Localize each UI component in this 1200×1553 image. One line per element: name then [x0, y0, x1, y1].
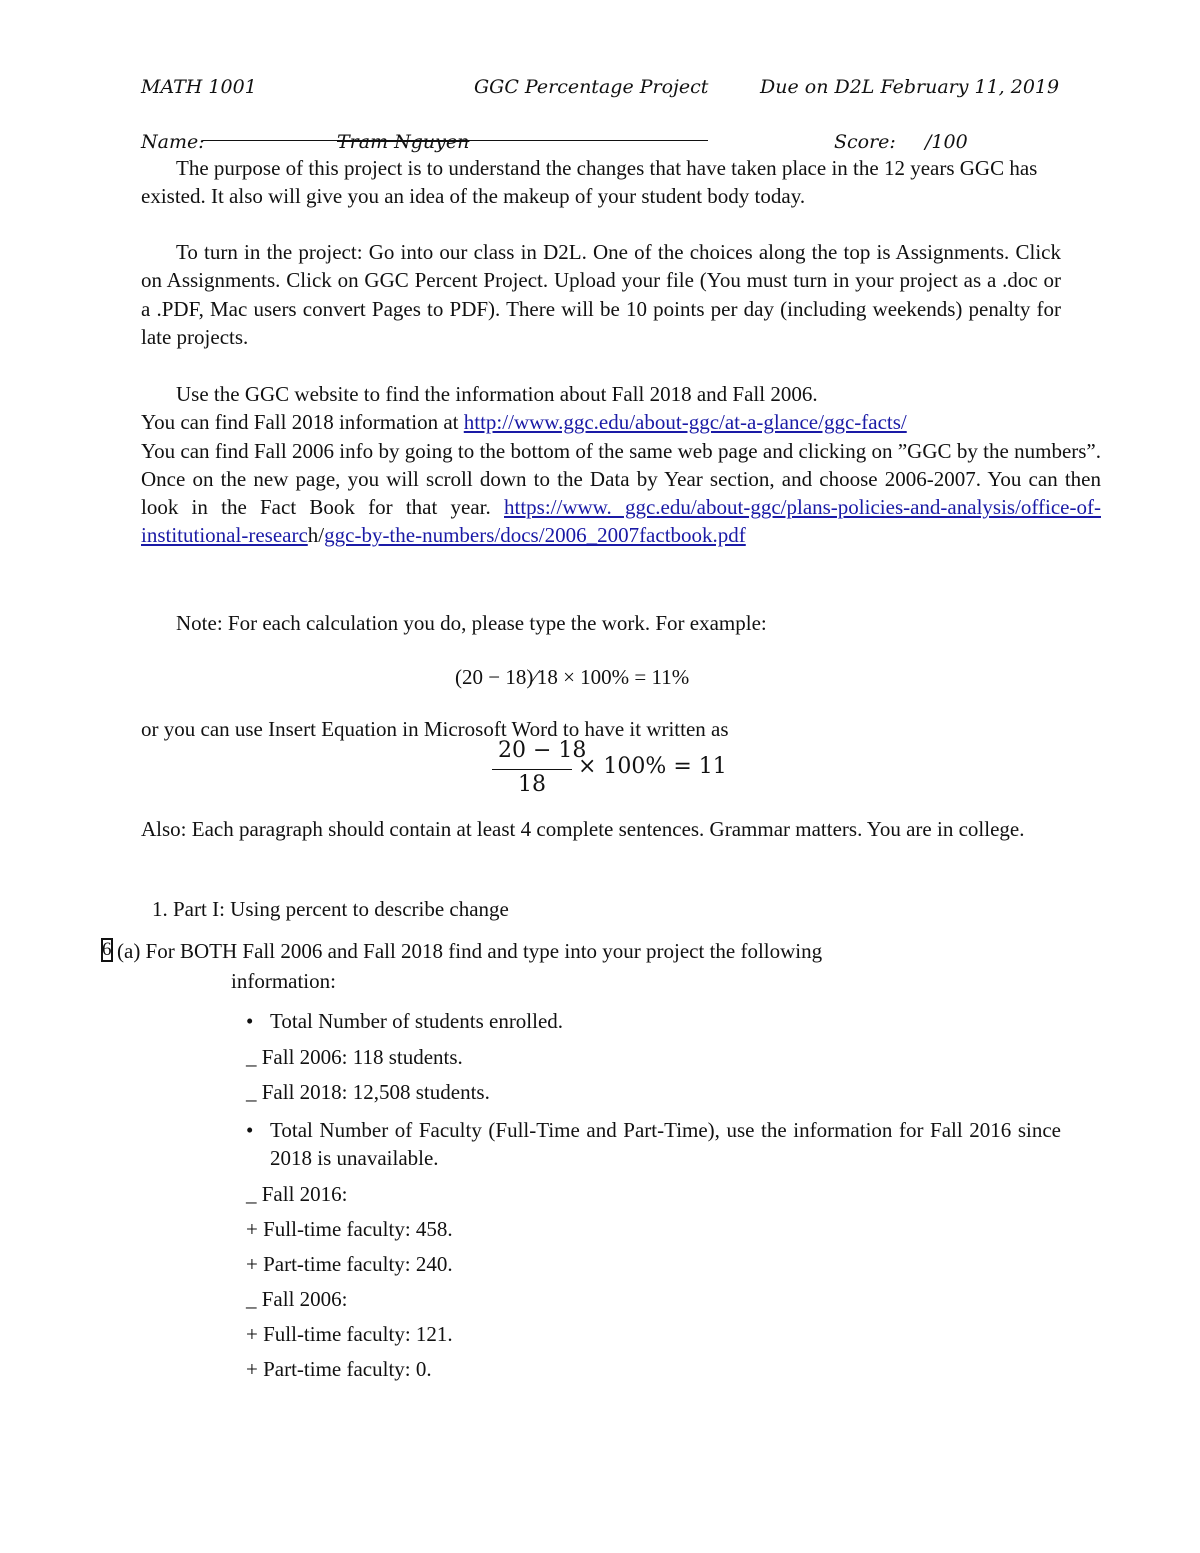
equation-numerator: 20 − 18 — [498, 738, 587, 763]
note-line: Note: For each calculation you do, please type the work. For example: — [176, 611, 767, 635]
cursor-char: 6 — [102, 939, 112, 960]
fall2018-link[interactable]: http://www.ggc.edu/about-ggc/at-a-glance/ggc-facts/ — [463, 410, 907, 435]
equation-denominator: 18 — [518, 772, 546, 797]
bullet-faculty-text: Total Number of Faculty (Full-Time and Part-Time), use the information for Fall 2016 since 2018 is unavailable. — [270, 1118, 1061, 1170]
turn-in-paragraph: To turn in the project: Go into our class in D2L. One of the choices along the top is Assignments. Click on Assignments. Click on GGC Percent Project. Upload your file (You must turn in your project as a .doc or a .PDF, Mac users convert Pages to PDF). There will be 10 points per day (including weekends) penalty for late projects. — [141, 240, 1061, 349]
intro-paragraph: The purpose of this project is to understand the changes that have taken place in the 12 years GGC has existed. It also will give you an idea of the makeup of your student body today. — [141, 156, 1038, 209]
faculty-fall2016-heading: _ Fall 2016: — [246, 1182, 348, 1206]
faculty-2006-fulltime: + Full-time faculty: 121. — [246, 1322, 453, 1346]
bullet-faculty-row — [246, 1116, 1061, 1172]
insert-equation-line: or you can use Insert Equation in Microsoft Word to have it written as — [141, 717, 729, 741]
bullet-icon: • — [246, 1009, 254, 1033]
fall2006-block — [141, 437, 1101, 550]
bullet-students — [246, 1007, 563, 1035]
fall2018-prefix: You can find Fall 2018 information at — [141, 410, 464, 435]
bullet-icon: • — [246, 1118, 254, 1142]
score-value: /100 — [925, 131, 968, 153]
fraction-bar — [492, 769, 572, 770]
faculty-fall2006-heading: _ Fall 2006: — [246, 1287, 348, 1311]
name-label: Name: — [141, 131, 205, 153]
website-intro-line: Use the GGC website to find the information about Fall 2018 and Fall 2006. — [176, 382, 818, 406]
bullet-students-text: Total Number of students enrolled. — [270, 1009, 564, 1033]
students-fall2018: _ Fall 2018: 12,508 students. — [246, 1080, 490, 1104]
part-one-heading: 1. Part I: Using percent to describe change — [152, 897, 509, 921]
students-fall2006: _ Fall 2006: 118 students. — [246, 1045, 463, 1069]
example-inline-equation: (20 − 18)⁄18 × 100% = 11% — [455, 665, 690, 689]
equation-rest: × 100% = 11 — [578, 754, 727, 779]
fall2006-link-plain: h/ — [307, 523, 325, 548]
fall2018-line — [141, 408, 1101, 436]
also-paragraph: Also: Each paragraph should contain at least 4 complete sentences. Grammar matters. You are in college. — [141, 817, 1025, 841]
course-code: MATH 1001 — [141, 76, 257, 98]
part-a-line2: information: — [231, 969, 336, 993]
due-date: Due on D2L February 11, 2019 — [760, 76, 1060, 98]
faculty-2016-fulltime: + Full-time faculty: 458. — [246, 1217, 453, 1241]
score-label: Score: — [834, 131, 896, 153]
project-title: GGC Percentage Project — [474, 76, 709, 98]
fall2006-link-part2[interactable]: ggc-by-the-numbers/docs/2006_2007factbook.pdf — [324, 523, 746, 548]
fall2006-text: You can find Fall 2006 info by going to the bottom of the same web page and clicking on ”GGC by the numbers”. Once on the new page, you will scroll down to the Data by Year section, and choose 2006-2007. You can then look in the Fact Book for that year. — [141, 438, 1101, 520]
bullet-faculty — [246, 1116, 1061, 1172]
fall2006-link-part1[interactable]: https://www. ggc.edu/about-ggc/plans-policies-and-analysis/office-of-institutional-researc — [141, 495, 1101, 548]
website-paragraph — [141, 380, 1101, 550]
faculty-2006-parttime: + Part-time faculty: 0. — [246, 1357, 432, 1381]
student-name: Tram Nguyen — [337, 131, 470, 153]
part-a-line1: (a) For BOTH Fall 2006 and Fall 2018 find and type into your project the following — [117, 939, 823, 963]
faculty-2016-parttime: + Part-time faculty: 240. — [246, 1252, 453, 1276]
